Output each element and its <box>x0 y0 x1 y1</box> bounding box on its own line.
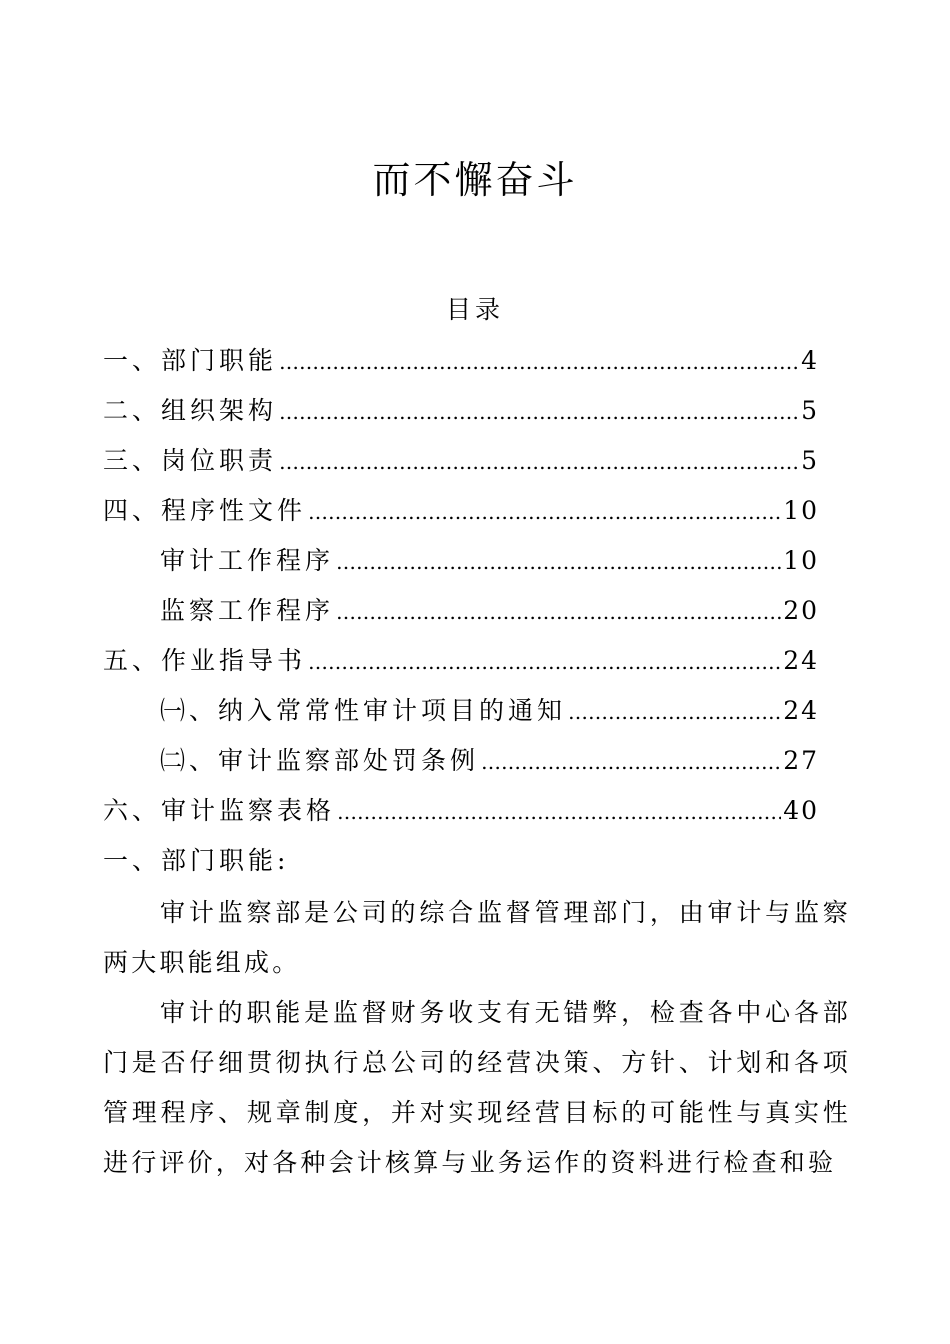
toc-leader-dots <box>279 339 799 385</box>
toc-leader-dots <box>568 689 781 735</box>
toc-entry-page: 40 <box>783 796 819 825</box>
toc-entry-label: 监察工作程序 <box>160 596 335 625</box>
toc-entry-page: 10 <box>783 546 819 575</box>
toc-leader-dots <box>308 639 781 685</box>
toc-entry-label: 一、部门职能 <box>103 346 278 375</box>
toc-entry-label: 五、作业指导书 <box>103 646 307 675</box>
toc-entry-page: 4 <box>801 346 819 375</box>
toc-leader-dots <box>481 739 781 785</box>
toc-entry-page: 20 <box>783 596 819 625</box>
toc-entry-page: 5 <box>801 446 819 475</box>
toc-leader-dots <box>279 439 799 485</box>
toc-entry-page: 5 <box>801 396 819 425</box>
section-heading: 一、部门职能: <box>103 846 290 875</box>
toc-entry[interactable] <box>103 538 819 588</box>
toc-entry-page: 27 <box>783 746 819 775</box>
toc-leader-dots <box>337 789 781 835</box>
toc-entry[interactable] <box>103 738 819 788</box>
toc-entry[interactable] <box>103 638 819 688</box>
toc-entry[interactable] <box>103 438 819 488</box>
toc-entry-page: 10 <box>783 496 819 525</box>
toc-entry[interactable] <box>103 688 819 738</box>
toc-entry-label: 四、程序性文件 <box>103 496 307 525</box>
toc-entry[interactable] <box>103 388 819 438</box>
toc-entry-label: ㈠、纳入常常性审计项目的通知 <box>160 696 567 725</box>
table-of-contents <box>103 338 819 838</box>
toc-leader-dots <box>336 539 781 585</box>
toc-entry-page: 24 <box>783 646 819 675</box>
toc-entry-label: ㈡、审计监察部处罚条例 <box>160 746 480 775</box>
toc-entry-label: 审计工作程序 <box>160 546 335 575</box>
toc-entry[interactable] <box>103 588 819 638</box>
document-title: 而不懈奋斗 <box>372 158 578 202</box>
toc-leader-dots <box>279 389 799 435</box>
toc-entry-label: 二、组织架构 <box>103 396 278 425</box>
body-paragraph: 审计的职能是监督财务收支有无错弊，检查各中心各部门是否仔细贯彻执行总公司的经营决策、方针、计划和各项管理程序、规章制度，并对实现经营目标的可能性与真实性进行评价，对各种会计核算与业务运作的资料进行检查和验 <box>103 998 851 1177</box>
toc-entry-page: 24 <box>783 696 819 725</box>
toc-entry-label: 六、审计监察表格 <box>103 796 336 825</box>
toc-entry[interactable] <box>103 338 819 388</box>
toc-entry[interactable] <box>103 488 819 538</box>
toc-entry[interactable] <box>103 788 819 838</box>
toc-leader-dots <box>336 589 781 635</box>
toc-heading: 目录 <box>445 295 504 324</box>
body-paragraph: 审计监察部是公司的综合监督管理部门，由审计与监察两大职能组成。 <box>103 898 851 977</box>
toc-entry-label: 三、岗位职责 <box>103 446 278 475</box>
toc-leader-dots <box>308 489 781 535</box>
